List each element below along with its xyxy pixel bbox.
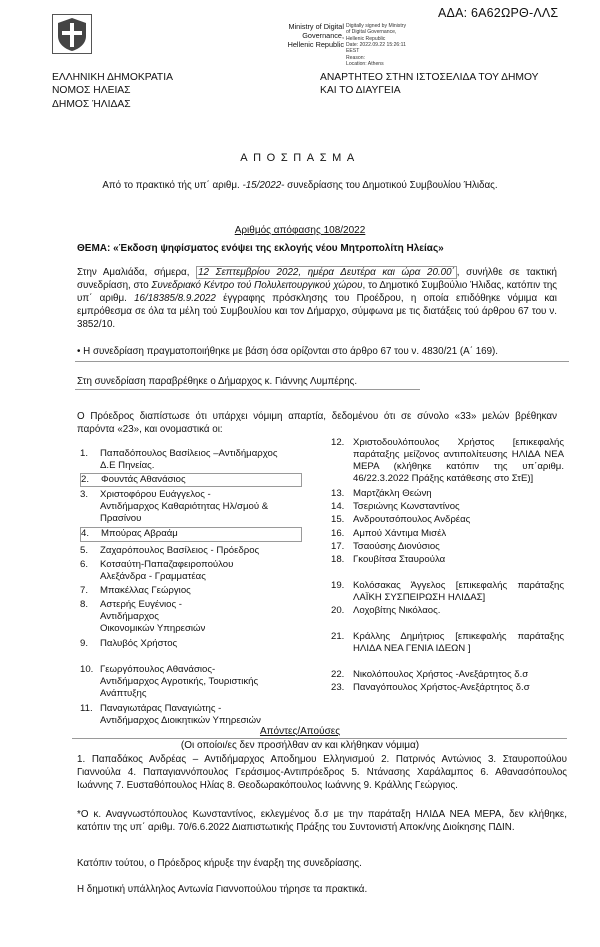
absentees-subheading: (Οι οποίοι/ες δεν προσήλθαν αν και κλήθηκαν νόμιμα) (180, 740, 420, 751)
list-item (331, 501, 564, 513)
item-number: 3. (80, 489, 89, 501)
list-item (331, 605, 564, 617)
item-number: 15. (331, 514, 345, 526)
list-item (331, 528, 564, 540)
list-item (80, 448, 302, 472)
signature-detail-line: EEST (346, 48, 360, 55)
list-item (80, 473, 302, 487)
item-line: Αμπού Χάντιμα Μισέλ (353, 527, 447, 539)
item-line: Κράλλης Δημήτριος [επικεφαλής παράταξης ΗΛΙΔΑ ΝΕΑ ΓΕΝΙΑ ΙΔΕΩΝ ] (353, 631, 564, 655)
list-item (331, 631, 564, 655)
absentees-heading-text: Απόντες/Απούσες (259, 726, 341, 737)
item-number: 23. (331, 682, 345, 694)
list-item (80, 527, 302, 541)
list-item (80, 599, 302, 635)
item-number: 7. (80, 584, 89, 596)
item-line: Κοτσαύτη-Παπαζαφειροπούλου (100, 558, 234, 570)
item-line: Αντιδήμαρχος Διοικητικών Υπηρεσιών (100, 715, 261, 727)
item-line: Ανδρουτσόπουλος Ανδρέας (353, 514, 471, 526)
decision-number (0, 225, 600, 238)
issuer-line: ΕΛΛΗΝΙΚΗ ΔΗΜΟΚΡΑΤΙΑ (52, 72, 173, 83)
list-item (80, 559, 302, 583)
item-line: Αντιδήμαρχος Καθαριότητας Ηλ/σμού & (100, 501, 269, 513)
decision-number-text: Αριθμός απόφασης 108/2022 (234, 225, 366, 236)
signature-detail-line: Date: 2022.09.22 15:26:11 (346, 42, 406, 49)
meeting-place: Συνεδριακό Κέντρο τού Πολυλειτουργικού χώρου (151, 280, 363, 292)
list-item (331, 554, 564, 566)
item-number: 5. (80, 544, 89, 556)
item-line: Νικολόπουλος Χρήστος -Ανεξάρτητος δ.σ (353, 669, 529, 681)
item-number: 9. (80, 638, 89, 650)
bullet-text: Η συνεδρίαση πραγματοποιήθηκε με βάση όσα ορίζονται στο άρθρο 67 του ν. 4830/21 (Α΄ 169). (83, 346, 499, 357)
item-line: Παλυβός Χρήστος (100, 638, 178, 650)
item-line: Αντιδήμαρχος Αγροτικής, Τουριστικής (100, 676, 259, 688)
item-line: Αστερής Ευγένιος - (100, 598, 182, 610)
item-number: 16. (331, 527, 345, 539)
meeting-paragraph (77, 266, 557, 331)
ada-code: ΑΔΑ: 6Α62ΩΡΘ-ΛΛΣ (438, 6, 559, 20)
session-start: Κατόπιν τούτου, ο Πρόεδρος κήρυξε την έναρξη της συνεδρίασης. (77, 858, 362, 869)
issuer-header (52, 71, 173, 111)
item-line: Φουντάς Αθανάσιος (101, 474, 186, 486)
list-item (331, 541, 564, 553)
item-number: 20. (331, 604, 345, 616)
list-item (331, 514, 564, 526)
divider (75, 361, 569, 362)
absentees-heading (0, 726, 600, 739)
item-line: Κολόσακας Άγγελος [επικεφαλής παράταξης ΛΑΪΚΗ ΣΥΣΠΕΙΡΩΣΗ ΗΛΙΔΑΣ] (353, 579, 564, 603)
attendees-right-column (331, 437, 564, 694)
intro-after: συνεδρίασης του Δημοτικού Συμβουλίου Ήλιδας. (284, 180, 498, 191)
item-line: Μαρτζάκλη Θεώνη (353, 488, 432, 500)
subject-heading: ΘΕΜΑ: «Έκδοση ψηφίσματος ενόψει της εκλογής νέου Μητροπολίτη Ηλείας» (77, 243, 444, 254)
footnote: *Ο κ. Αναγνωστόπουλος Κωνσταντίνος, εκλεγμένος δ.σ με την παράταξη ΗΛΙΔΑ ΝΕΑ ΜΕΡΑ, δεν κλήθηκε, κατόπιν της υπ΄ αριθμ. 70/6.6.2022 Διαπιστωτικής Πράξης του Συντονιστή Αποκ/νης Διοίκησης ΠΔΙΝ. (77, 809, 567, 834)
publication-header (320, 71, 539, 98)
item-line: Παπαδόπουλος Βασίλειος –Αντιδήμαρχος (100, 448, 278, 459)
text-run: , το Δημοτικό Συμβούλιο Ήλιδας, κατόπιν της υπ΄ αριθμ. (77, 280, 557, 305)
list-item (80, 489, 302, 525)
issuer-line: ΔΗΜΟΣ ΉΛΙΔΑΣ (52, 98, 131, 110)
item-number: 1. (80, 448, 89, 459)
list-item (331, 437, 564, 485)
item-line: Μπούρας Αβραάμ (101, 528, 178, 540)
list-item (331, 580, 564, 604)
attendees-left-column (80, 448, 302, 728)
meeting-date: 12 Σεπτεμβρίου 2022, ημέρα Δευτέρα και ώρα 20.00΄ (198, 267, 455, 278)
item-number: 18. (331, 553, 345, 565)
item-line: Ζαχαρόπουλος Βασίλειος - Πρόεδρος (100, 544, 260, 556)
text-run: έγγραφης πρόσκλησης του Προέδρου, η οποία επιδόθηκε νόμιμα και εμπρόθεσμα σε όλα τα μέλη τού Συμβουλίου και τον Δήμαρχο, σύμφωνα με τις διατάξεις τού άρθρου 67 του ν. 3852/10. (77, 293, 557, 331)
item-number: 21. (331, 631, 345, 643)
session-number: -15/2022- (242, 180, 285, 191)
publication-line: ΑΝΑΡΤΗΤΕΟ ΣΤΗΝ ΙΣΤΟΣΕΛΙΔΑ ΤΟΥ ΔΗΜΟΥ (320, 72, 539, 83)
signature-org-line: Ministry of Digital (288, 22, 344, 31)
publication-line: ΚΑΙ ΤΟ ΔΙΑΥΓΕΙΑ (320, 85, 401, 97)
list-item (331, 669, 564, 681)
item-line: Αλεξάνδρα - Γραμματέας (100, 570, 206, 582)
item-line: Χριστοφόρου Ευάγγελος - (100, 489, 211, 501)
minutes-keeper: Η δημοτική υπάλληλος Αντωνία Γιαννοπούλου τήρησε τα πρακτικά. (77, 884, 368, 895)
item-number: 14. (331, 501, 345, 513)
divider (75, 389, 420, 390)
item-number: 17. (331, 540, 345, 552)
item-line: Γκουβίτσα Σταυρούλα (353, 553, 446, 565)
signature-detail-line: Digitally signed by Ministry (346, 23, 407, 29)
item-number: 12. (331, 437, 345, 448)
signature-org-line: Governance, (302, 30, 344, 40)
item-line: Οικονομικών Υπηρεσιών (100, 623, 206, 635)
legal-basis-bullet (77, 346, 567, 358)
item-number: 6. (80, 558, 89, 570)
list-item (80, 703, 302, 727)
item-line: Λοχοβίτης Νικόλαος. (353, 604, 441, 616)
invitation-protocol: 16/18385/8.9.2022 (134, 293, 216, 305)
intro-line (0, 180, 600, 192)
list-item (331, 488, 564, 500)
signature-detail-line: Reason: (346, 54, 365, 61)
text-run: , συνήλθε σε τακτική συνεδρίαση, στο (77, 267, 557, 292)
item-line: Γεωργόπουλος Αθανάσιος- (100, 664, 216, 676)
document-title: ΑΠΟΣΠΑΣΜΑ (240, 152, 360, 164)
item-number: 13. (331, 488, 345, 500)
item-line: Δ.Ε Πηνείας. (100, 460, 155, 472)
greek-state-emblem-icon (52, 14, 92, 54)
item-number: 11. (80, 703, 93, 715)
item-line: Πρασίνου (100, 513, 142, 525)
signature-org-line: Hellenic Republic (287, 39, 344, 49)
quorum-paragraph: Ο Πρόεδρος διαπίστωσε ότι υπάρχει νόμιμη απαρτία, δεδομένου ότι σε σύνολο «33» μελών βρέθηκαν παρόντα «23», και ονομαστικά οι: (77, 411, 557, 436)
item-number: 22. (331, 669, 345, 681)
item-line: Παναγιωτάρας Παναγιώτης - (100, 703, 222, 715)
signature-detail-line: Location: Athens (346, 61, 384, 68)
item-line: Αντιδήμαρχος (100, 610, 159, 622)
item-line: Χριστοδουλόπουλος Χρήστος [επικεφαλής παράταξης μείζονος αντιπολίτευσης ΗΛΙΔΑ ΝΕΑ ΜΕΡΑ (κλήθηκε κατόπιν της υπ΄αριθμ. 46/22.3.2022 Πράξης κατάθεσης στο ΣτΕ)] (353, 437, 564, 485)
intro-before: Από το πρακτικό τής υπ΄ αριθμ. (102, 180, 243, 191)
signature-organization (270, 23, 344, 49)
list-item (331, 682, 564, 694)
item-line: Τσαούσης Διονύσιος (353, 540, 440, 552)
item-number: 19. (331, 579, 345, 591)
item-line: Τσεριώνης Κωνσταντίνος (353, 501, 460, 513)
item-line: Παναγόπουλος Χρήστος-Ανεξάρτητος δ.σ (353, 682, 530, 694)
item-line: Μπακέλλας Γεώργιος (100, 584, 191, 596)
list-item (80, 664, 302, 700)
bullet-icon: • (77, 346, 81, 357)
item-number: 8. (80, 598, 89, 610)
signature-detail-line: Hellenic Republic (346, 35, 386, 42)
digital-signature-details (346, 23, 442, 68)
list-item (80, 585, 302, 597)
list-item (80, 638, 302, 650)
text-run: Στην Αμαλιάδα, σήμερα, (77, 267, 197, 278)
item-number: 10. (80, 664, 94, 676)
item-number: 2. (81, 474, 90, 486)
absentees-list: 1. Παπαδάκος Ανδρέας – Αντιδήμαρχος Αποδημου Ελληνισμού 2. Πατρινός Αντώνιος 3. Σταυροπούλου Γιαννούλα 4. Παπαγιαννόπουλος Γεράσιμος-Αντιπρόεδρος 5. Ντάνασης Χαράλαμπος 6. Αθανασόπουλος Ιωάννης 7. Ευσταθόπουλος Ηλίας 8. Θεοδωρακόπουλος Ιωάννης 9. Κράλλης Γεώργιος. (77, 754, 567, 792)
item-number: 4. (81, 528, 90, 540)
list-item (80, 545, 302, 557)
mayor-presence: Στη συνεδρίαση παραβρέθηκε ο Δήμαρχος κ. Γιάννης Λυμπέρης. (77, 376, 358, 387)
item-line: Ανάπτυξης (100, 688, 147, 700)
issuer-line: ΝΟΜΟΣ ΗΛΕΙΑΣ (52, 85, 131, 97)
signature-detail-line: of Digital Governance, (346, 29, 397, 36)
